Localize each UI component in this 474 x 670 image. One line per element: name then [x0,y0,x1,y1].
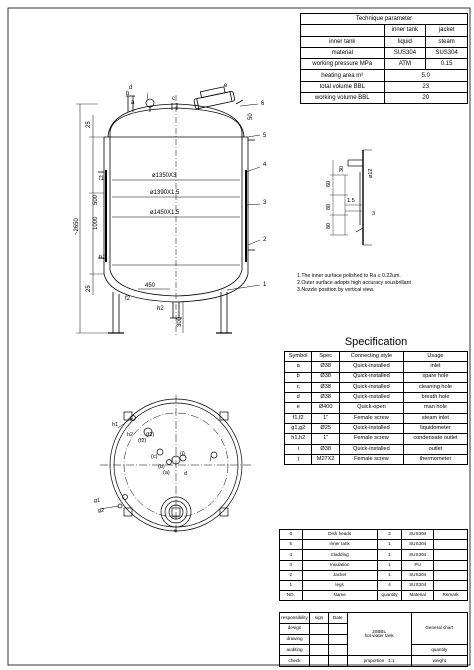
detail-dim-80b: 80 [326,222,332,229]
bom-cell: 1 [377,540,401,550]
bom-header: Name [302,591,377,601]
spec-row [285,454,468,464]
spec-cell: e [285,403,312,413]
title-product-line2: hot-water tank [364,633,394,639]
spec-row [285,382,468,392]
bom-header: NO. [280,591,303,601]
detail-dim-80a: 80 [326,203,332,210]
nozzle-d-label: d [129,85,133,91]
title-sign: sign [310,613,329,624]
plan-label-d: d [184,471,188,477]
dim-h1000: 1000 [93,216,99,230]
bom-cell: legs [302,580,377,590]
spec-cell: Quick-installed [339,393,403,403]
detail-label-3: 3 [372,211,376,217]
plan-label-g1: g1 [94,498,101,504]
technique-label: inner tank [301,36,385,47]
note-line: 3.Nozzle position by vertical view. [297,287,375,294]
bom-row [280,580,468,590]
spec-cell: c [285,382,312,392]
bom-cell: 1 [377,560,401,570]
bom-header: Material [402,591,434,601]
spec-cell: Female screw [339,434,403,444]
spec-cell: Female screw [339,413,403,423]
spec-header: Spec [312,352,339,362]
dim-d1: ø1350X3 [152,173,177,179]
title-role: drawing [280,634,310,645]
plan-label-j: j [210,456,212,462]
spec-row [285,403,468,413]
spec-cell: f1,f2 [285,413,312,423]
technique-row [301,70,468,81]
tank-plan-view [100,395,252,535]
nozzle-c-label: c [172,96,175,102]
spec-row [285,444,468,454]
spec-cell: b [285,372,312,382]
title-date: Date [328,613,347,624]
bom-cell: SUS304 [402,550,434,560]
title-product-line1: 20BBL [372,628,387,634]
note-line: 2.Outer surface adopts high accuracy sousbrillant [297,280,411,287]
nozzle-f1-label: f1 [99,176,105,182]
nozzle-j-label: j [147,93,149,99]
technique-label: total volume BBL [301,81,385,92]
spec-row [285,424,468,434]
spec-cell: spare hole [403,372,467,382]
bom-cell: Jacket [302,570,377,580]
bom-cell: Insulation [302,560,377,570]
detail-dim-60: 60 [326,180,332,187]
note-line: 1.The inner surface polished to Ra ≤ 0.22um. [297,273,401,279]
detail-labels [326,166,375,229]
bom-cell: 1 [377,550,401,560]
spec-row [285,413,468,423]
dim-top-off: 50 [248,113,254,120]
spec-cell: Ø38 [312,393,339,403]
technique-row [301,59,468,70]
title-proportion-cell [347,656,411,667]
technique-inner: liquid [384,36,426,47]
title-general-chart: General chart [411,613,467,645]
callout-4: 4 [263,162,267,168]
title-weight: weight [411,656,467,667]
spec-row [285,393,468,403]
drawing-notes [297,273,411,295]
spec-cell: Quick-installed [339,372,403,382]
spec-cell: i [285,444,312,454]
spec-header: Usage [403,352,467,362]
technique-label: heating area m² [301,70,385,81]
technique-row [301,47,468,58]
technique-label: working volume BBL [301,93,385,104]
callout-5: 5 [263,133,267,139]
nozzle-h2-label: h2 [157,306,164,312]
bom-cell [434,550,468,560]
spec-cell: j [285,454,312,464]
spec-cell: Ø25 [312,424,339,434]
bom-row [280,540,468,550]
spec-cell: outlet [403,444,467,454]
dim-h25a: 25 [86,121,92,128]
title-proportion-value: 1:1 [388,657,395,663]
specification-table [284,351,468,465]
spec-cell: steam inlet [403,413,467,423]
bom-header: Remark [434,591,468,601]
spec-cell: a [285,362,312,372]
spec-cell: Ø400 [312,403,339,413]
spec-cell: d [285,393,312,403]
spec-row [285,434,468,444]
title-role: check [280,656,310,667]
detail-dim-30: 30 [339,165,345,172]
spec-cell: inlet [403,362,467,372]
title-responsibility: responsibility [280,613,310,624]
spec-cell: h1,h2 [285,434,312,444]
plan-label-h2: h2 [127,432,134,438]
plan-label-f1: (f1) [146,432,155,438]
title-block [279,612,468,667]
callout-1: 1 [263,282,267,288]
nozzle-b-label: b [126,91,130,97]
plan-label-h1: h1 [112,422,119,428]
bom-cell: 2 [377,530,401,540]
callout-6: 6 [261,101,265,107]
plan-label-b: (b) [158,464,165,470]
specification-title: Specification [344,336,408,348]
spec-row [285,362,468,372]
spec-cell: g1,g2 [285,424,312,434]
nozzle-e-label: e [224,83,228,89]
spec-cell: liquidometer [403,424,467,434]
bom-cell: SUS304 [402,570,434,580]
callout-2: 2 [263,237,267,243]
spec-cell: Female screw [339,454,403,464]
bom-cell: 3 [280,560,303,570]
bill-of-materials [279,529,468,601]
technique-row [301,81,468,92]
spec-cell: condensate outlet [403,434,467,444]
technique-label: material [301,47,385,58]
bom-cell: SUS304 [402,540,434,550]
spec-cell: Quick-open [339,403,403,413]
nozzle-h1-label: h1 [99,255,106,261]
technique-value: 20 [384,93,468,104]
dim-h25b: 25 [86,285,92,292]
nozzle-f2-label: f2 [125,296,131,302]
callout-3: 3 [263,200,267,206]
bom-cell [434,580,468,590]
spec-cell: Ø38 [312,372,339,382]
bom-cell: SUS304 [402,530,434,540]
technique-jacket: 0.15 [426,59,468,70]
spec-cell: 1" [312,413,339,423]
elevation-labels [74,83,267,327]
bom-cell: Dish heads [302,530,377,540]
dim-h500: 500 [93,194,99,205]
bom-cell: 1 [377,570,401,580]
technique-label: working pressure MPa [301,59,385,70]
plan-label-g2: g2 [98,508,105,514]
technique-inner: SUS304 [384,47,426,58]
technique-value: 5.0 [384,70,468,81]
spec-cell: Ø38 [312,362,339,372]
technique-value: 23 [384,81,468,92]
dim-leg-angle: 450 [145,283,156,289]
dim-d3: ø1450X1.5 [150,210,180,216]
technique-col-inner: inner tank [384,25,426,36]
spec-cell: Quick-installed [339,444,403,454]
title-role: design [280,623,310,634]
bom-row [280,570,468,580]
spec-cell: Quick-installed [339,424,403,434]
bom-row [280,560,468,570]
bom-cell: PU [402,560,434,570]
spec-header: Connecting style [339,352,403,362]
plan-label-f2: (f2) [138,438,147,444]
bom-cell [434,540,468,550]
dim-h300: 300 [177,316,183,327]
spec-cell: Quick-installed [339,382,403,392]
bom-cell [434,530,468,540]
title-quantity: quantity [411,645,467,656]
bom-row [280,550,468,560]
bom-cell [434,560,468,570]
bom-cell: 1 [280,580,303,590]
bom-cell: inner tank [302,540,377,550]
technique-jacket: steam [426,36,468,47]
bom-header-row [280,591,468,601]
spec-cell: M27X2 [312,454,339,464]
technique-row [301,36,468,47]
detail-thickness: 1.5 [347,198,355,204]
bom-cell: 6 [280,530,303,540]
bom-cell: 2 [280,570,303,580]
bom-cell: 4 [280,550,303,560]
spec-cell: thermometer [403,454,467,464]
dim-d2: ø1390X1.5 [150,190,180,196]
title-product [347,613,411,656]
spec-cell: breath hole [403,393,467,403]
bom-cell: SUS304 [402,580,434,590]
technique-parameter-table [300,13,468,104]
detail-d-mark: ø12 [368,168,374,178]
spec-cell: Quick-installed [339,362,403,372]
spec-cell: Ø38 [312,382,339,392]
title-proportion: proportion [363,657,385,663]
technique-col-blank [301,25,385,36]
spec-header-row [285,352,468,362]
bom-cell [434,570,468,580]
technique-col-jacket: jacket [426,25,468,36]
plan-label-a: (a) [163,470,170,476]
dim-overall: ~2650 [74,218,80,235]
plan-label-i: (i) [180,451,185,457]
nozzle-a-label: a [131,100,135,106]
spec-header: Symbol [285,352,312,362]
technique-row [301,93,468,104]
spec-cell: man hole [403,403,467,413]
technique-title: Technique parameter [301,14,468,25]
bom-cell: 5 [280,540,303,550]
title-role: auditing [280,645,310,656]
technique-inner: ATM [384,59,426,70]
bom-row [280,530,468,540]
bom-cell: Cladding [302,550,377,560]
plan-label-c: (c) [151,454,158,460]
bom-header: quantity [377,591,401,601]
plan-label-e: e [174,528,178,534]
spec-cell: Ø38 [312,444,339,454]
bom-cell: 4 [377,580,401,590]
technique-jacket: SUS304 [426,47,468,58]
spec-cell: 1" [312,434,339,444]
spec-row [285,372,468,382]
spec-cell: cleaning hole [403,382,467,392]
